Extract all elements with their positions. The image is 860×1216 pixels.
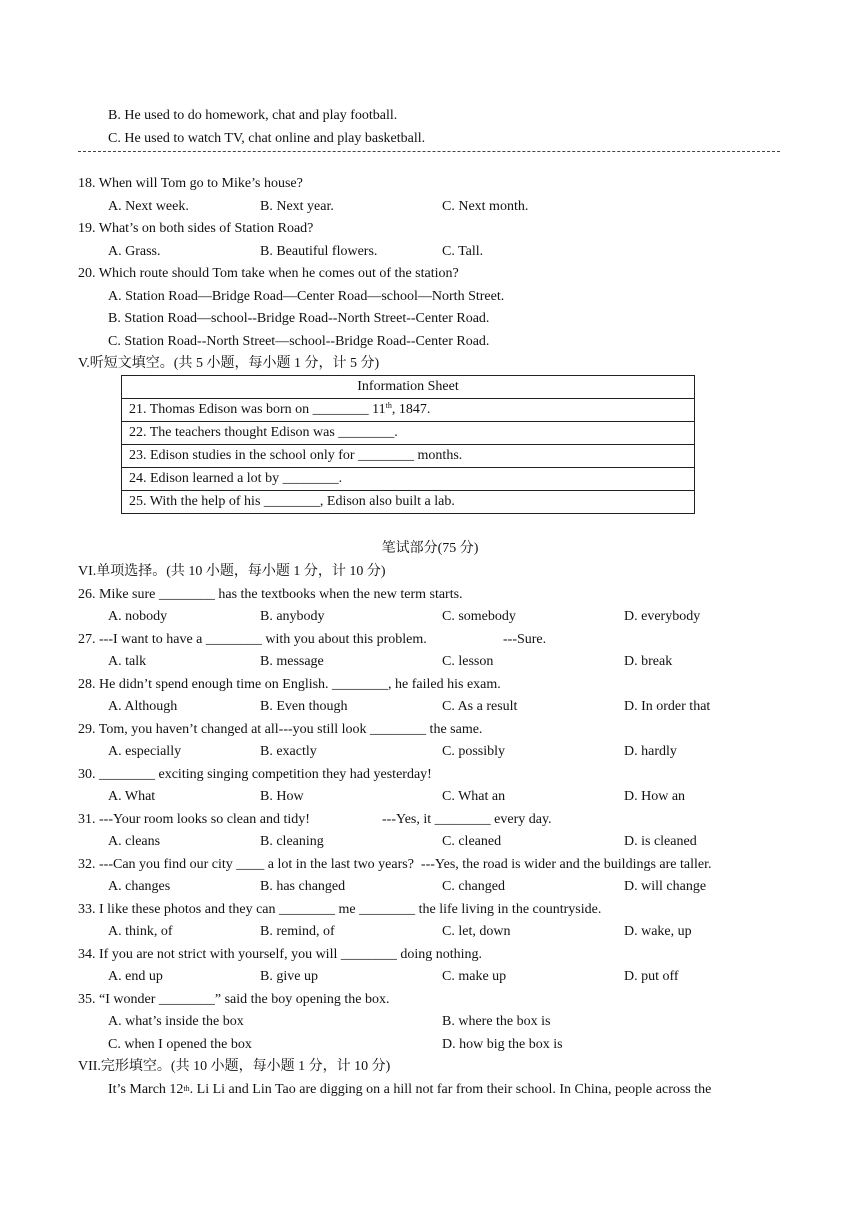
question-29: 29. Tom, you haven’t changed at all---you still look ________ the same. bbox=[78, 722, 483, 737]
q20-option-b: B. Station Road—school--Bridge Road--North Street--Center Road. bbox=[108, 311, 490, 326]
section-5-title: V.听短文填空。(共 5 小题，每小题 1 分，计 5 分) bbox=[78, 356, 380, 371]
q29-option-b: B. exactly bbox=[260, 744, 317, 759]
q19-option-c: C. Tall. bbox=[442, 244, 484, 259]
q27-option-b: B. message bbox=[260, 654, 324, 669]
q27-option-d: D. break bbox=[624, 654, 673, 669]
passage-text-rest: . Li Li and Lin Tao are digging on a hill not far from their school. In China, people across the bbox=[189, 1082, 712, 1097]
q30-option-a: A. What bbox=[108, 789, 156, 804]
q35-option-c: C. when I opened the box bbox=[108, 1037, 252, 1052]
q18-option-c: C. Next month. bbox=[442, 199, 529, 214]
q29-option-a: A. especially bbox=[108, 744, 182, 759]
q30-option-c: C. What an bbox=[442, 789, 506, 804]
row-21-sup: th bbox=[385, 401, 392, 410]
q32-option-c: C. changed bbox=[442, 879, 505, 894]
q18-option-a: A. Next week. bbox=[108, 199, 189, 214]
q20-option-c: C. Station Road--North Street—school--Bridge Road--Center Road. bbox=[108, 334, 490, 349]
q31-option-a: A. cleans bbox=[108, 834, 161, 849]
section-6-title: VI.单项选择。(共 10 小题，每小题 1 分，计 10 分) bbox=[78, 564, 386, 579]
question-20: 20. Which route should Tom take when he comes out of the station? bbox=[78, 266, 459, 281]
q26-option-b: B. anybody bbox=[260, 609, 325, 624]
question-26: 26. Mike sure ________ has the textbooks when the new term starts. bbox=[78, 587, 463, 602]
q34-option-b: B. give up bbox=[260, 969, 318, 984]
table-row bbox=[122, 491, 695, 514]
question-19: 19. What’s on both sides of Station Road? bbox=[78, 221, 314, 236]
q32-option-d: D. will change bbox=[624, 879, 707, 894]
q30-option-b: B. How bbox=[260, 789, 304, 804]
table-row bbox=[122, 445, 695, 468]
question-18: 18. When will Tom go to Mike’s house? bbox=[78, 176, 303, 191]
q28-option-a: A. Although bbox=[108, 699, 178, 714]
row-23-text: 23. Edison studies in the school only for ________ months. bbox=[129, 448, 463, 463]
q20-option-a: A. Station Road—Bridge Road—Center Road—school—North Street. bbox=[108, 289, 505, 304]
table-row bbox=[122, 468, 695, 491]
question-33: 33. I like these photos and they can ________ me ________ the life living in the countryside. bbox=[78, 902, 602, 917]
dashed-divider bbox=[78, 151, 780, 152]
q18-option-b: B. Next year. bbox=[260, 199, 334, 214]
question-35: 35. “I wonder ________” said the boy opening the box. bbox=[78, 992, 390, 1007]
row-21-post: , 1847. bbox=[391, 402, 431, 417]
question-31: 31. ---Your room looks so clean and tidy! bbox=[78, 812, 310, 827]
option-b-prev: B. He used to do homework, chat and play football. bbox=[108, 108, 398, 123]
q31-option-d: D. is cleaned bbox=[624, 834, 697, 849]
q30-option-d: D. How an bbox=[624, 789, 686, 804]
q26-option-d: D. everybody bbox=[624, 609, 701, 624]
question-32: 32. ---Can you find our city ____ a lot in the last two years? ---Yes, the road is wider and the buildings are taller. bbox=[78, 857, 712, 872]
question-31-reply: ---Yes, it ________ every day. bbox=[382, 812, 552, 827]
question-27: 27. ---I want to have a ________ with you about this problem. bbox=[78, 632, 427, 647]
q19-option-b: B. Beautiful flowers. bbox=[260, 244, 378, 259]
q28-option-d: D. In order that bbox=[624, 699, 711, 714]
question-30: 30. ________ exciting singing competition they had yesterday! bbox=[78, 767, 432, 782]
q29-option-c: C. possibly bbox=[442, 744, 506, 759]
q33-option-b: B. remind, of bbox=[260, 924, 335, 939]
q32-option-a: A. changes bbox=[108, 879, 171, 894]
q32-option-b: B. has changed bbox=[260, 879, 346, 894]
passage-sup: th bbox=[183, 1084, 190, 1093]
q34-option-d: D. put off bbox=[624, 969, 679, 984]
q28-option-b: B. Even though bbox=[260, 699, 348, 714]
q31-option-b: B. cleaning bbox=[260, 834, 324, 849]
written-part-title: 笔试部分(75 分) bbox=[381, 541, 479, 556]
table-row bbox=[122, 399, 695, 422]
section-7-title: VII.完形填空。(共 10 小题，每小题 1 分，计 10 分) bbox=[78, 1059, 391, 1074]
q33-option-c: C. let, down bbox=[442, 924, 511, 939]
cloze-passage bbox=[78, 1081, 785, 1099]
q27-option-c: C. lesson bbox=[442, 654, 494, 669]
information-sheet-table bbox=[121, 375, 695, 514]
q35-option-d: D. how big the box is bbox=[442, 1037, 563, 1052]
q34-option-c: C. make up bbox=[442, 969, 507, 984]
question-34: 34. If you are not strict with yourself, you will ________ doing nothing. bbox=[78, 947, 483, 962]
q26-option-c: C. somebody bbox=[442, 609, 516, 624]
q35-option-b: B. where the box is bbox=[442, 1014, 551, 1029]
q27-option-a: A. talk bbox=[108, 654, 147, 669]
q28-option-c: C. As a result bbox=[442, 699, 518, 714]
table-row bbox=[122, 422, 695, 445]
q31-option-c: C. cleaned bbox=[442, 834, 502, 849]
passage-text-start: It’s March 12 bbox=[108, 1082, 184, 1097]
row-21-text: 21. Thomas Edison was born on ________ 11 bbox=[129, 402, 386, 417]
row-24-text: 24. Edison learned a lot by ________. bbox=[129, 471, 343, 486]
table-header: Information Sheet bbox=[122, 376, 695, 399]
q35-option-a: A. what’s inside the box bbox=[108, 1014, 244, 1029]
q33-option-d: D. wake, up bbox=[624, 924, 692, 939]
q26-option-a: A. nobody bbox=[108, 609, 168, 624]
q29-option-d: D. hardly bbox=[624, 744, 677, 759]
question-28: 28. He didn’t spend enough time on English. ________, he failed his exam. bbox=[78, 677, 501, 692]
question-27-reply: ---Sure. bbox=[503, 632, 547, 647]
row-25-text: 25. With the help of his ________, Edison also built a lab. bbox=[129, 494, 455, 509]
row-22-text: 22. The teachers thought Edison was ________. bbox=[129, 425, 398, 440]
q34-option-a: A. end up bbox=[108, 969, 163, 984]
option-c-prev: C. He used to watch TV, chat online and play basketball. bbox=[108, 131, 426, 146]
q33-option-a: A. think, of bbox=[108, 924, 173, 939]
q19-option-a: A. Grass. bbox=[108, 244, 161, 259]
